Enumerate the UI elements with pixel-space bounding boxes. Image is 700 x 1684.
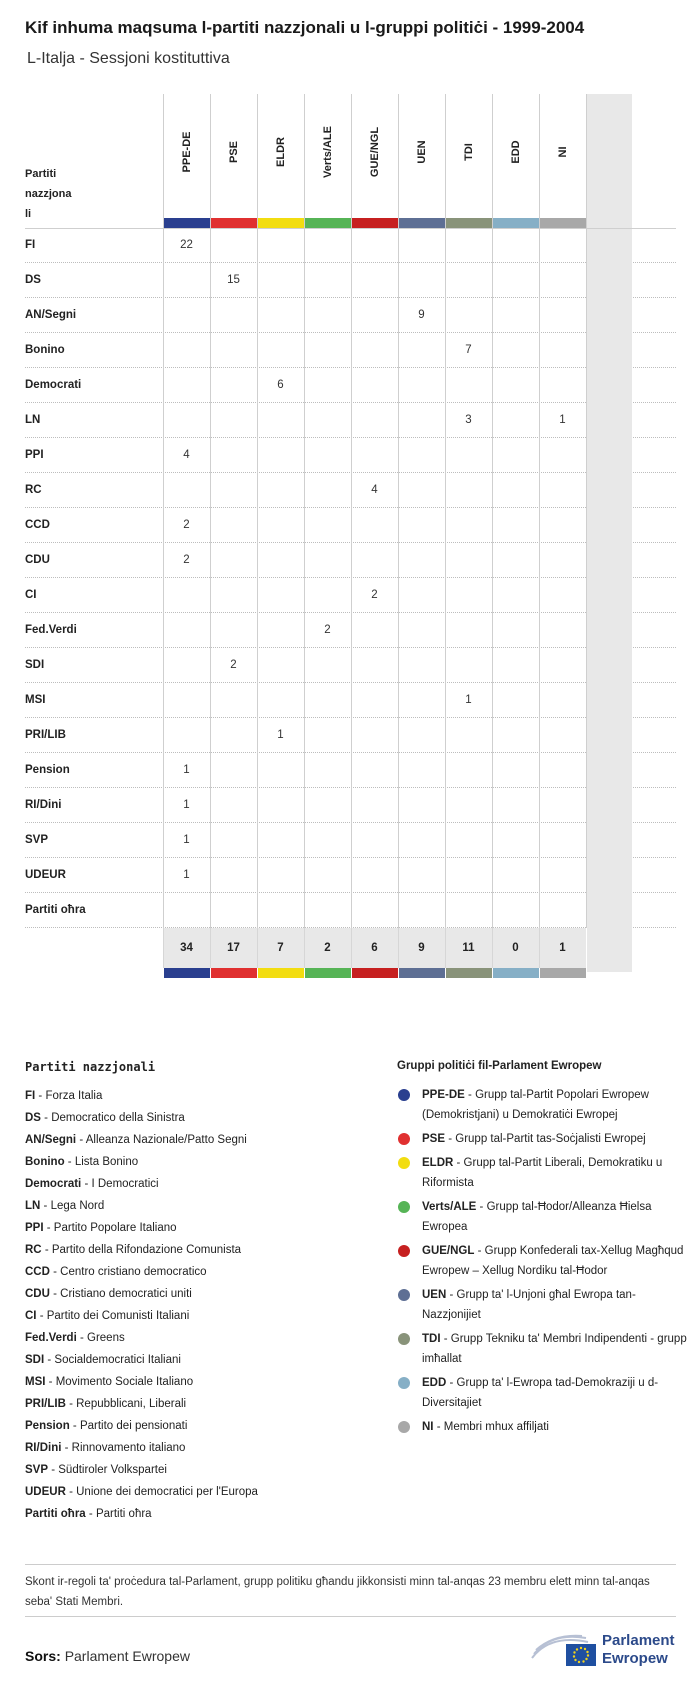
legend-group-description: Grupp Konfederali tax-Xellug Magħqud Ewropew – Xellug Nordiku tal-Ħodor xyxy=(422,1245,684,1277)
group-color-dot-icon xyxy=(398,1333,410,1345)
seat-count-cell: 1 xyxy=(559,414,566,426)
party-name: CDU xyxy=(25,554,50,566)
group-color-bar xyxy=(352,968,398,978)
national-parties-legend-title: Partiti nazzjonali xyxy=(25,1060,156,1074)
group-color-bar xyxy=(164,968,210,978)
party-header-line: Partiti xyxy=(25,168,57,180)
group-total: 17 xyxy=(227,942,240,954)
legend-party-name: Movimento Sociale Italiano xyxy=(55,1376,194,1388)
group-header-ni: NI xyxy=(556,146,569,158)
legend-party-code: Partiti oħra xyxy=(25,1508,86,1520)
legend-party-code: LN xyxy=(25,1200,41,1212)
party-header-line: nazzjona xyxy=(25,188,72,200)
political-group-legend-item: ELDR - Grupp tal-Partit Liberali, Demokratiku u Riformista xyxy=(397,1153,687,1193)
group-header-edd: EDD xyxy=(509,140,522,164)
party-name: AN/Segni xyxy=(25,309,77,321)
party-column-header xyxy=(25,164,85,224)
logo-text-line: Ewropew xyxy=(602,1650,668,1667)
logo-text xyxy=(602,1632,675,1668)
group-total: 2 xyxy=(324,942,331,954)
legend-party-name: Partiti oħra xyxy=(95,1508,152,1520)
national-party-legend-item: PPI - Partito Popolare Italiano xyxy=(25,1222,177,1234)
column-divider xyxy=(492,94,493,928)
national-party-legend-item: FI - Forza Italia xyxy=(25,1090,103,1102)
legend-party-name: Partito dei pensionati xyxy=(79,1420,188,1432)
seat-count-cell: 1 xyxy=(465,694,472,706)
group-color-bar xyxy=(258,218,304,228)
political-group-legend-item: EDD - Grupp ta' l-Ewropa tad-Demokraziji u d-Diversitajiet xyxy=(397,1373,687,1413)
seat-count-cell: 2 xyxy=(230,659,237,671)
seat-count-cell: 3 xyxy=(465,414,472,426)
column-divider xyxy=(398,94,399,928)
legend-party-name: Lega Nord xyxy=(50,1200,105,1212)
legend-group-code: UEN xyxy=(422,1289,447,1301)
national-party-legend-item: Pension - Partito dei pensionati xyxy=(25,1420,188,1432)
legend-party-code: CI xyxy=(25,1310,37,1322)
group-color-bar xyxy=(540,218,586,228)
legend-party-code: SDI xyxy=(25,1354,45,1366)
legend-group-code: TDI xyxy=(422,1333,441,1345)
legend-party-code: Democrati xyxy=(25,1178,82,1190)
legend-party-name: Partito Popolare Italiano xyxy=(53,1222,177,1234)
party-name: SDI xyxy=(25,659,45,671)
national-party-legend-item: CCD - Centro cristiano democratico xyxy=(25,1266,207,1278)
legend-group-description: Grupp tal-Partit Popolari Ewropew (Demokristjani) u Demokratiċi Ewropej xyxy=(422,1089,649,1121)
national-party-legend-item: CDU - Cristiano democratici uniti xyxy=(25,1288,192,1300)
group-color-dot-icon xyxy=(398,1421,410,1433)
party-name: Fed.Verdi xyxy=(25,624,77,636)
political-group-legend-item: PPE-DE - Grupp tal-Partit Popolari Ewropew (Demokristjani) u Demokratiċi Ewropej xyxy=(397,1085,687,1125)
group-color-bar xyxy=(399,968,445,978)
group-total: 7 xyxy=(277,942,284,954)
party-name: RI/Dini xyxy=(25,799,62,811)
group-color-bar xyxy=(540,968,586,978)
political-groups-legend xyxy=(397,1085,687,1441)
political-group-legend-item: PSE - Grupp tal-Partit tas-Soċjalisti Ewropej xyxy=(397,1129,687,1149)
seats-column-shade xyxy=(587,94,632,972)
political-group-legend-item: Verts/ALE - Grupp tal-Ħodor/Alleanza Ħielsa Ewropea xyxy=(397,1197,687,1237)
legend-group-description: Grupp ta' l-Ewropa tad-Demokraziji u d-Diversitajiet xyxy=(422,1377,659,1409)
seat-count-cell: 7 xyxy=(465,344,472,356)
group-header-uen: UEN xyxy=(415,140,428,164)
column-divider xyxy=(210,94,211,928)
column-divider xyxy=(304,94,305,928)
national-party-legend-item: DS - Democratico della Sinistra xyxy=(25,1112,185,1124)
seat-count-cell: 1 xyxy=(183,834,190,846)
political-group-legend-item: NI - Membri mhux affiljati xyxy=(397,1417,687,1437)
group-color-bar xyxy=(446,968,492,978)
group-color-bar xyxy=(305,218,351,228)
group-color-bar xyxy=(211,968,257,978)
group-color-dot-icon xyxy=(398,1289,410,1301)
legend-party-name: Alleanza Nazionale/Patto Segni xyxy=(85,1134,247,1146)
legend-party-code: RI/Dini xyxy=(25,1442,62,1454)
legend-group-code: PPE-DE xyxy=(422,1089,465,1101)
legend-group-description: Membri mhux affiljati xyxy=(443,1421,549,1433)
group-total: 1 xyxy=(559,942,566,954)
legend-group-code: ELDR xyxy=(422,1157,454,1169)
party-name: RC xyxy=(25,484,42,496)
group-header-verts-ale: Verts/ALE xyxy=(321,126,334,178)
column-divider xyxy=(163,94,164,928)
column-divider xyxy=(257,94,258,928)
legend-party-code: Fed.Verdi xyxy=(25,1332,77,1344)
group-color-bar xyxy=(211,218,257,228)
national-party-legend-item: Fed.Verdi - Greens xyxy=(25,1332,125,1344)
political-group-legend-item: UEN - Grupp ta' l-Unjoni għal Ewropa tan-Nazzjonijiet xyxy=(397,1285,687,1325)
legend-group-code: EDD xyxy=(422,1377,447,1389)
legend-party-code: CDU xyxy=(25,1288,50,1300)
seat-count-cell: 2 xyxy=(183,519,190,531)
seat-count-cell: 4 xyxy=(183,449,190,461)
legend-party-name: Cristiano democratici uniti xyxy=(60,1288,192,1300)
group-color-bar xyxy=(258,968,304,978)
parliament-logo xyxy=(530,1628,680,1672)
party-header-line: li xyxy=(25,208,32,220)
legend-party-name: Rinnovamento italiano xyxy=(71,1442,186,1454)
party-name: Partiti oħra xyxy=(25,904,86,916)
group-header-gue-ngl: GUE/NGL xyxy=(368,126,381,178)
group-total: 11 xyxy=(462,942,475,954)
national-party-legend-item: SDI - Socialdemocratici Italiani xyxy=(25,1354,181,1366)
party-name: LN xyxy=(25,414,41,426)
seat-count-cell: 1 xyxy=(183,799,190,811)
hemicycle-logo-icon xyxy=(530,1628,600,1668)
party-name: SVP xyxy=(25,834,49,846)
legend-party-code: SVP xyxy=(25,1464,49,1476)
party-name: Pension xyxy=(25,764,70,776)
national-party-legend-item: CI - Partito dei Comunisti Italiani xyxy=(25,1310,190,1322)
national-party-legend-item: Bonino - Lista Bonino xyxy=(25,1156,139,1168)
legend-group-code: NI xyxy=(422,1421,434,1433)
chart-title: Kif inhuma maqsuma l-partiti nazzjonali u l-gruppi politiċi - 1999-2004 xyxy=(25,18,585,37)
legend-party-name: Centro cristiano democratico xyxy=(60,1266,207,1278)
legend-party-code: CCD xyxy=(25,1266,50,1278)
group-color-bar xyxy=(493,218,539,228)
group-color-bar xyxy=(164,218,210,228)
legend-party-name: Forza Italia xyxy=(45,1090,103,1102)
source-value: Parlament Ewropew xyxy=(64,1648,190,1664)
party-name: Bonino xyxy=(25,344,65,356)
group-color-bar xyxy=(305,968,351,978)
legend-party-name: Südtiroler Volkspartei xyxy=(58,1464,167,1476)
legend-party-code: MSI xyxy=(25,1376,46,1388)
seat-count-cell: 1 xyxy=(183,764,190,776)
party-name: UDEUR xyxy=(25,869,66,881)
footnote: Skont ir-regoli ta' proċedura tal-Parlament, grupp politiku għandu jikkonsisti minn tal-anqas 23 membru elett minn tal-anqas seba' Stati Membri. xyxy=(25,1576,650,1608)
party-name: PPI xyxy=(25,449,44,461)
legend-party-name: I Democratici xyxy=(91,1178,159,1190)
source-label: Sors: xyxy=(25,1648,61,1664)
group-total: 6 xyxy=(371,942,378,954)
group-color-bar xyxy=(446,218,492,228)
legend-party-name: Partito dei Comunisti Italiani xyxy=(46,1310,190,1322)
national-party-legend-item: Partiti oħra - Partiti oħra xyxy=(25,1508,152,1520)
seat-count-cell: 2 xyxy=(371,589,378,601)
legend-group-description: Grupp ta' l-Unjoni għal Ewropa tan-Nazzjonijiet xyxy=(422,1289,636,1321)
national-party-legend-item: SVP - Südtiroler Volkspartei xyxy=(25,1464,167,1476)
legend-party-code: FI xyxy=(25,1090,36,1102)
political-group-legend-item: TDI - Grupp Tekniku ta' Membri Indipendenti - grupp imħallat xyxy=(397,1329,687,1369)
group-header-pse: PSE xyxy=(227,141,240,164)
legend-party-code: Bonino xyxy=(25,1156,65,1168)
group-color-dot-icon xyxy=(398,1245,410,1257)
source xyxy=(25,1648,190,1664)
legend-party-code: AN/Segni xyxy=(25,1134,77,1146)
group-header-tdi: TDI xyxy=(462,143,475,161)
group-color-dot-icon xyxy=(398,1133,410,1145)
seat-count-cell: 1 xyxy=(277,729,284,741)
legend-party-name: Socialdemocratici Italiani xyxy=(54,1354,181,1366)
legend-party-name: Democratico della Sinistra xyxy=(51,1112,185,1124)
header-divider xyxy=(25,228,676,229)
legend-group-code: GUE/NGL xyxy=(422,1245,475,1257)
column-divider xyxy=(351,94,352,928)
group-header-ppe-de: PPE-DE xyxy=(180,131,193,173)
divider xyxy=(25,1616,676,1617)
national-party-legend-item: LN - Lega Nord xyxy=(25,1200,105,1212)
logo-text-line: Parlament xyxy=(602,1632,675,1649)
group-total: 34 xyxy=(180,942,193,954)
group-color-dot-icon xyxy=(398,1089,410,1101)
legend-party-code: PRI/LIB xyxy=(25,1398,66,1410)
legend-party-name: Greens xyxy=(87,1332,125,1344)
legend-party-code: RC xyxy=(25,1244,42,1256)
seat-count-cell: 4 xyxy=(371,484,378,496)
seat-count-cell: 2 xyxy=(324,624,331,636)
group-color-dot-icon xyxy=(398,1157,410,1169)
group-header-eldr: ELDR xyxy=(274,137,287,167)
seat-count-cell: 1 xyxy=(183,869,190,881)
legend-group-code: PSE xyxy=(422,1133,446,1145)
totals-row xyxy=(25,928,676,978)
group-color-bar xyxy=(399,218,445,228)
national-party-legend-item: MSI - Movimento Sociale Italiano xyxy=(25,1376,194,1388)
legend-party-code: PPI xyxy=(25,1222,44,1234)
national-party-legend-item: RC - Partito della Rifondazione Comunista xyxy=(25,1244,242,1256)
group-total: 9 xyxy=(418,942,425,954)
party-name: DS xyxy=(25,274,41,286)
national-party-legend-item: RI/Dini - Rinnovamento italiano xyxy=(25,1442,186,1454)
chart-subtitle: L-Italja - Sessjoni kostituttiva xyxy=(27,50,230,67)
column-divider xyxy=(539,94,540,928)
legend-group-description: Grupp Tekniku ta' Membri Indipendenti - grupp imħallat xyxy=(422,1333,687,1365)
legend-group-description: Grupp tal-Partit tas-Soċjalisti Ewropej xyxy=(455,1133,646,1145)
political-group-legend-item: GUE/NGL - Grupp Konfederali tax-Xellug Magħqud Ewropew – Xellug Nordiku tal-Ħodor xyxy=(397,1241,687,1281)
party-name: FI xyxy=(25,239,36,251)
legend-party-code: Pension xyxy=(25,1420,70,1432)
seat-count-cell: 22 xyxy=(180,239,193,251)
party-name: CCD xyxy=(25,519,50,531)
group-color-bar xyxy=(352,218,398,228)
national-party-legend-item: Democrati - I Democratici xyxy=(25,1178,159,1190)
column-divider xyxy=(445,94,446,928)
legend-group-code: Verts/ALE xyxy=(422,1201,477,1213)
seat-count-cell: 2 xyxy=(183,554,190,566)
party-name: Democrati xyxy=(25,379,82,391)
legend-group-description: Grupp tal-Ħodor/Alleanza Ħielsa Ewropea xyxy=(422,1201,652,1233)
party-name: CI xyxy=(25,589,37,601)
group-color-bar xyxy=(493,968,539,978)
party-name: PRI/LIB xyxy=(25,729,66,741)
seat-count-cell: 9 xyxy=(418,309,425,321)
party-name: MSI xyxy=(25,694,46,706)
national-party-legend-item: UDEUR - Unione dei democratici per l'Europa xyxy=(25,1486,258,1498)
national-party-legend-item: PRI/LIB - Repubblicani, Liberali xyxy=(25,1398,187,1410)
group-total: 0 xyxy=(512,942,519,954)
seat-count-cell: 6 xyxy=(277,379,284,391)
legend-party-name: Unione dei democratici per l'Europa xyxy=(76,1486,258,1498)
political-groups-legend-title: Gruppi politiċi fil-Parlament Ewropew xyxy=(397,1060,602,1072)
national-parties-legend xyxy=(25,1085,355,1525)
legend-party-code: DS xyxy=(25,1112,41,1124)
seat-count-cell: 15 xyxy=(227,274,240,286)
legend-party-code: UDEUR xyxy=(25,1486,66,1498)
legend-party-name: Repubblicani, Liberali xyxy=(76,1398,187,1410)
divider xyxy=(25,1564,676,1565)
group-color-dot-icon xyxy=(398,1377,410,1389)
legend-party-name: Lista Bonino xyxy=(74,1156,139,1168)
column-divider xyxy=(586,94,587,928)
legend-party-name: Partito della Rifondazione Comunista xyxy=(51,1244,242,1256)
national-party-legend-item: AN/Segni - Alleanza Nazionale/Patto Segni xyxy=(25,1134,247,1146)
group-color-dot-icon xyxy=(398,1201,410,1213)
legend-group-description: Grupp tal-Partit Liberali, Demokratiku u Riformista xyxy=(422,1157,663,1189)
